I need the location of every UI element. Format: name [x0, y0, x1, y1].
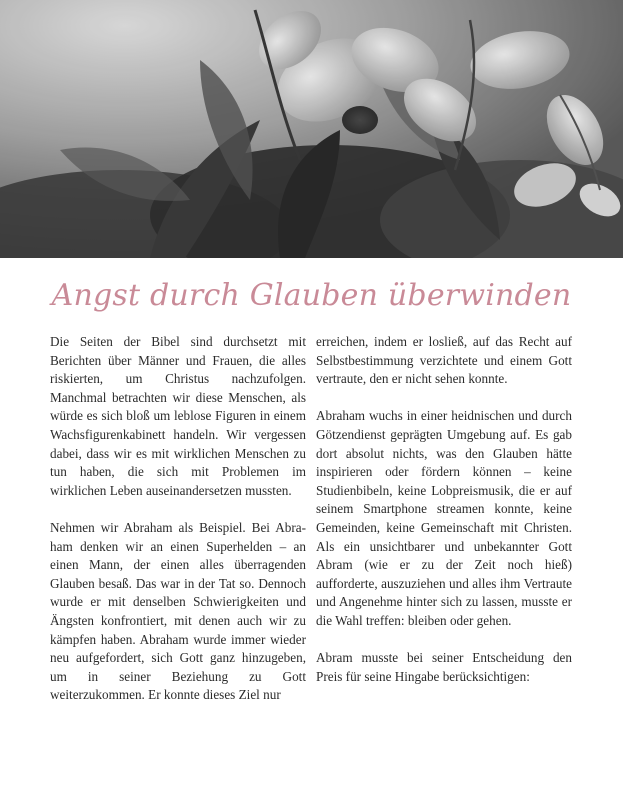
paragraph: Die Seiten der Bibel sind durchsetzt mit Berichten über Männer und Frauen, die alles riskierten, um Christus nachzufolgen. Manchmal betrachten wir diese Menschen, als würde es sich bloß um leblose Figuren in einem Wachsfigurenkabinett handeln. Wir vergessen dabei, dass wir es mit wirklichen Menschen zu tun haben, die sich mit Problemen im wirklichen Leben auseinandersetzen mussten. — [50, 334, 306, 498]
paragraph: erreichen, indem er losließ, auf das Recht auf Selbstbestimmung verzichtete und einem Gott vertraute, den er nicht sehen konnte. — [316, 334, 572, 387]
right-text-column — [316, 333, 572, 705]
paragraph: Nehmen wir Abraham als Beispiel. Bei Abraham denken wir an einen Superhelden – an einen Mann, der einen alles überragenden Glauben besaß. Das war in der Tat so. Dennoch wurde er mit denselben Schwierigkeiten und Ängsten konfrontiert, mit denen auch wir zu kämpfen haben. Abraham wurde immer wieder neu aufgefordert, sich Gott ganz hinzugeben, um in seiner Beziehung zu Gott weiterzukommen. Er konnte dieses Ziel nur — [50, 519, 306, 703]
paragraph: Abraham wuchs in einer heidnischen und durch Götzendienst geprägten Umgebung auf. Es gab dort absolut nichts, was den Glauben hätte inspirieren oder fördern können – keine Studienbibeln, keine Lobpreismusik, die er auf seinem Smartphone streamen konnte, keine Gemeinden, keine Gemeinschaft mit Christen. Als ein unsichtbarer und unbekannter Gott Abram (wie er zu der Zeit noch hieß) aufforderte, auszuziehen und alles ihm Vertraute und Angenehme hinter sich zu lassen, musste er die Wahl treffen: bleiben oder gehen. — [316, 408, 572, 628]
page-title: Angst durch Glauben überwinden — [51, 278, 572, 313]
paragraph: Abram musste bei seiner Entscheidung den Preis für seine Hingabe berücksichtigen: — [316, 650, 572, 684]
header-flower-photo — [0, 0, 623, 258]
left-text-column — [50, 333, 306, 723]
